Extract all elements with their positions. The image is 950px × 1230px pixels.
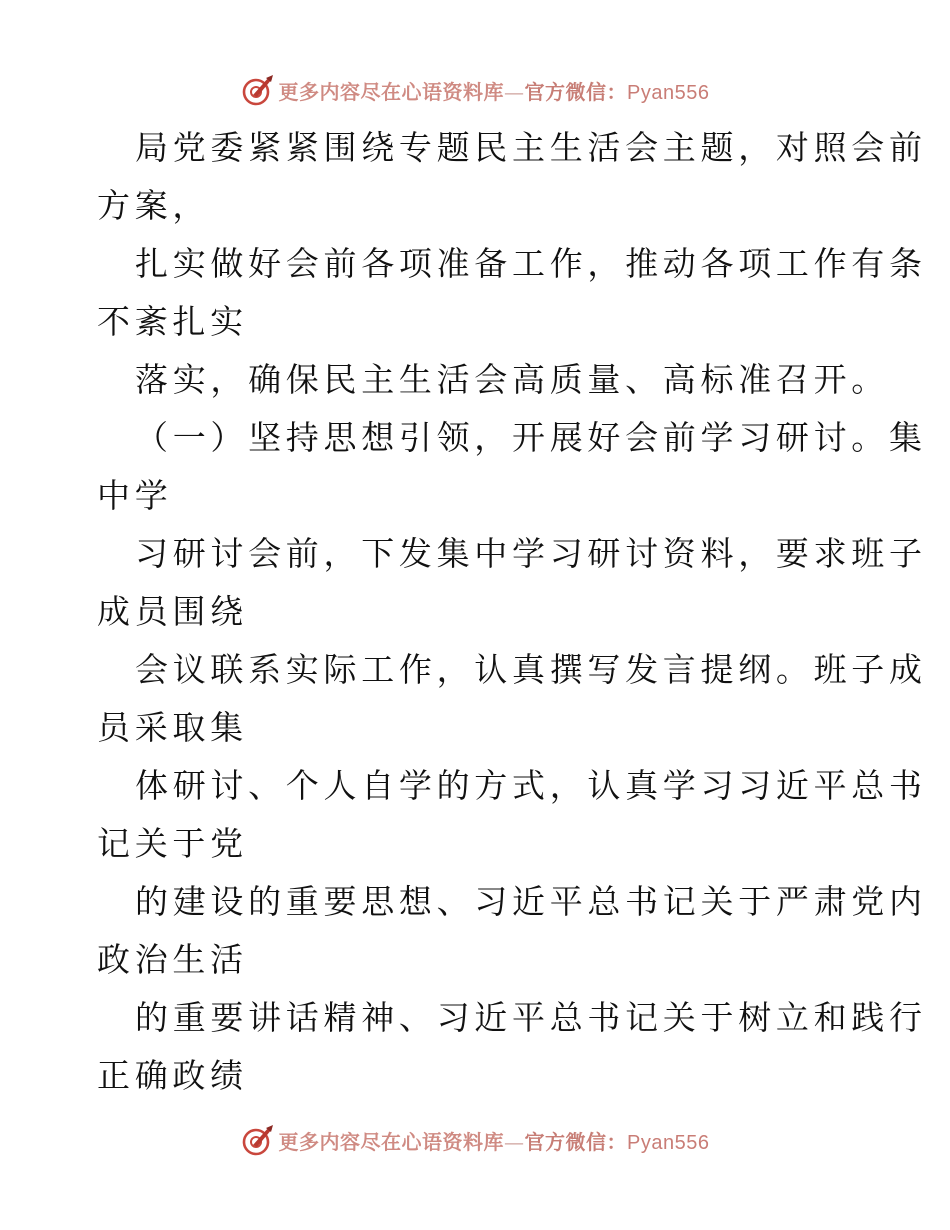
quill-pen-logo-icon <box>241 1123 275 1157</box>
watermark-dash: — <box>504 1129 525 1154</box>
watermark-footer <box>0 1122 950 1158</box>
watermark-wechat-id: Pyan556 <box>627 1131 710 1154</box>
watermark-site-text: 更多内容尽在心语资料库 <box>278 1129 505 1154</box>
body-line: 扎实做好会前各项准备工作，推动各项工作有条 <box>135 244 927 283</box>
body-line: 习研讨会前，下发集中学习研讨资料，要求班子 <box>135 534 927 573</box>
body-line: 体研讨、个人自学的方式，认真学习习近平总书 <box>135 766 927 805</box>
body-line: 正确政绩 <box>97 1056 248 1095</box>
body-line: （一）坚持思想引领，开展好会前学习研讨。集 <box>135 418 927 457</box>
body-line: 不紊扎实 <box>97 302 248 341</box>
body-line: 员采取集 <box>97 708 248 747</box>
body-line: 政治生活 <box>97 940 248 979</box>
body-line: 方案， <box>97 186 211 225</box>
body-line: 中学 <box>97 476 173 515</box>
body-line: 记关于党 <box>97 824 248 863</box>
body-line: 的重要讲话精神、习近平总书记关于树立和践行 <box>135 998 927 1037</box>
body-line: 成员围绕 <box>97 592 248 631</box>
body-line: 落实，确保民主生活会高质量、高标准召开。 <box>135 360 889 399</box>
watermark-wechat-id: Pyan556 <box>627 81 710 104</box>
watermark-official-label: 官方微信： <box>524 1129 628 1154</box>
body-line: 局党委紧紧围绕专题民主生活会主题，对照会前 <box>135 128 927 167</box>
body-line: 会议联系实际工作，认真撰写发言提纲。班子成 <box>135 650 927 689</box>
watermark-site-text: 更多内容尽在心语资料库 <box>278 79 505 104</box>
watermark-official-label: 官方微信： <box>524 79 628 104</box>
watermark-dash: — <box>504 79 525 104</box>
body-line: 的建设的重要思想、习近平总书记关于严肃党内 <box>135 882 927 921</box>
